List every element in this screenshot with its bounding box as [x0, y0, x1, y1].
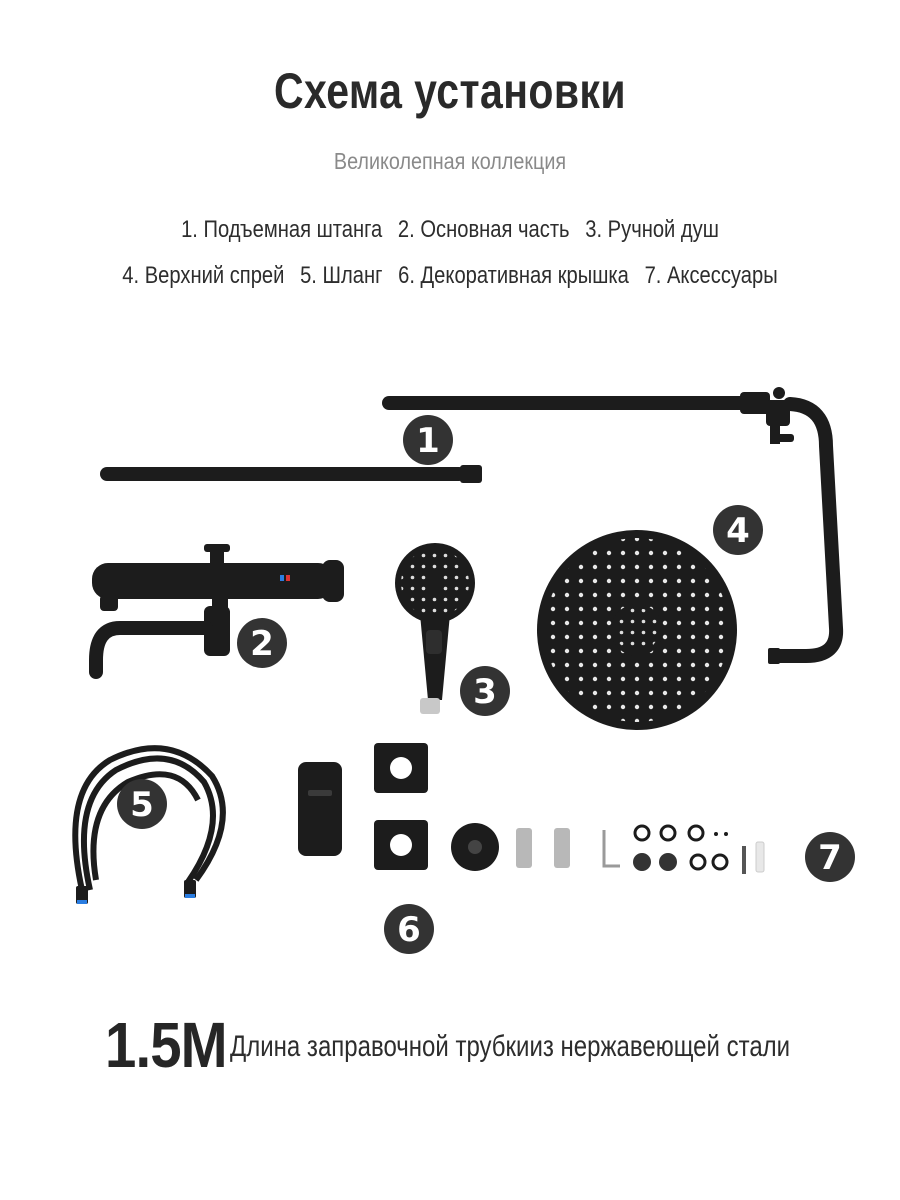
badge-2 [237, 618, 287, 668]
badge-1-label: 1 [416, 421, 440, 461]
legend-item-main-body: 2. Основная часть [397, 216, 570, 243]
legend-item-top-spray: 4. Верхний спрей [122, 262, 285, 289]
badge-7-label: 7 [818, 838, 842, 878]
page-subtitle: Великолепная коллекция [333, 148, 567, 174]
legend-item-lifting-rod: 1. Подъемная штанга [181, 216, 383, 243]
lifting-rod-lower-image [100, 465, 482, 483]
badge-6-label: 6 [397, 910, 421, 950]
legend-item-accessories: 7. Аксессуары [644, 262, 778, 289]
top-spray-image [537, 530, 737, 730]
badge-5-label: 5 [130, 785, 154, 825]
decorative-cover-image [298, 743, 428, 870]
footer-spec [0, 1008, 900, 1088]
badge-6 [384, 904, 434, 954]
badge-3-label: 3 [473, 672, 497, 712]
accessories-image [451, 823, 764, 874]
badge-7 [805, 832, 855, 882]
badge-4 [713, 505, 763, 555]
legend-item-hose: 5. Шланг [300, 262, 383, 289]
page-title: Схема установки [273, 63, 626, 119]
hose-tip-left [77, 900, 87, 904]
badge-5 [117, 779, 167, 829]
hose-length-description: Длина заправочной трубкииз нержавеющей стали [230, 1030, 791, 1063]
badge-1 [403, 415, 453, 465]
hose-length: 1.5M [105, 1009, 227, 1081]
hose-tip-right [185, 894, 195, 898]
main-body-image [92, 544, 344, 672]
badge-3 [460, 666, 510, 716]
legend-item-hand-shower: 3. Ручной душ [585, 216, 719, 243]
badge-4-label: 4 [726, 511, 750, 551]
badge-2-label: 2 [250, 624, 274, 664]
legend-item-decorative-cover: 6. Декоративная крышка [398, 262, 629, 289]
